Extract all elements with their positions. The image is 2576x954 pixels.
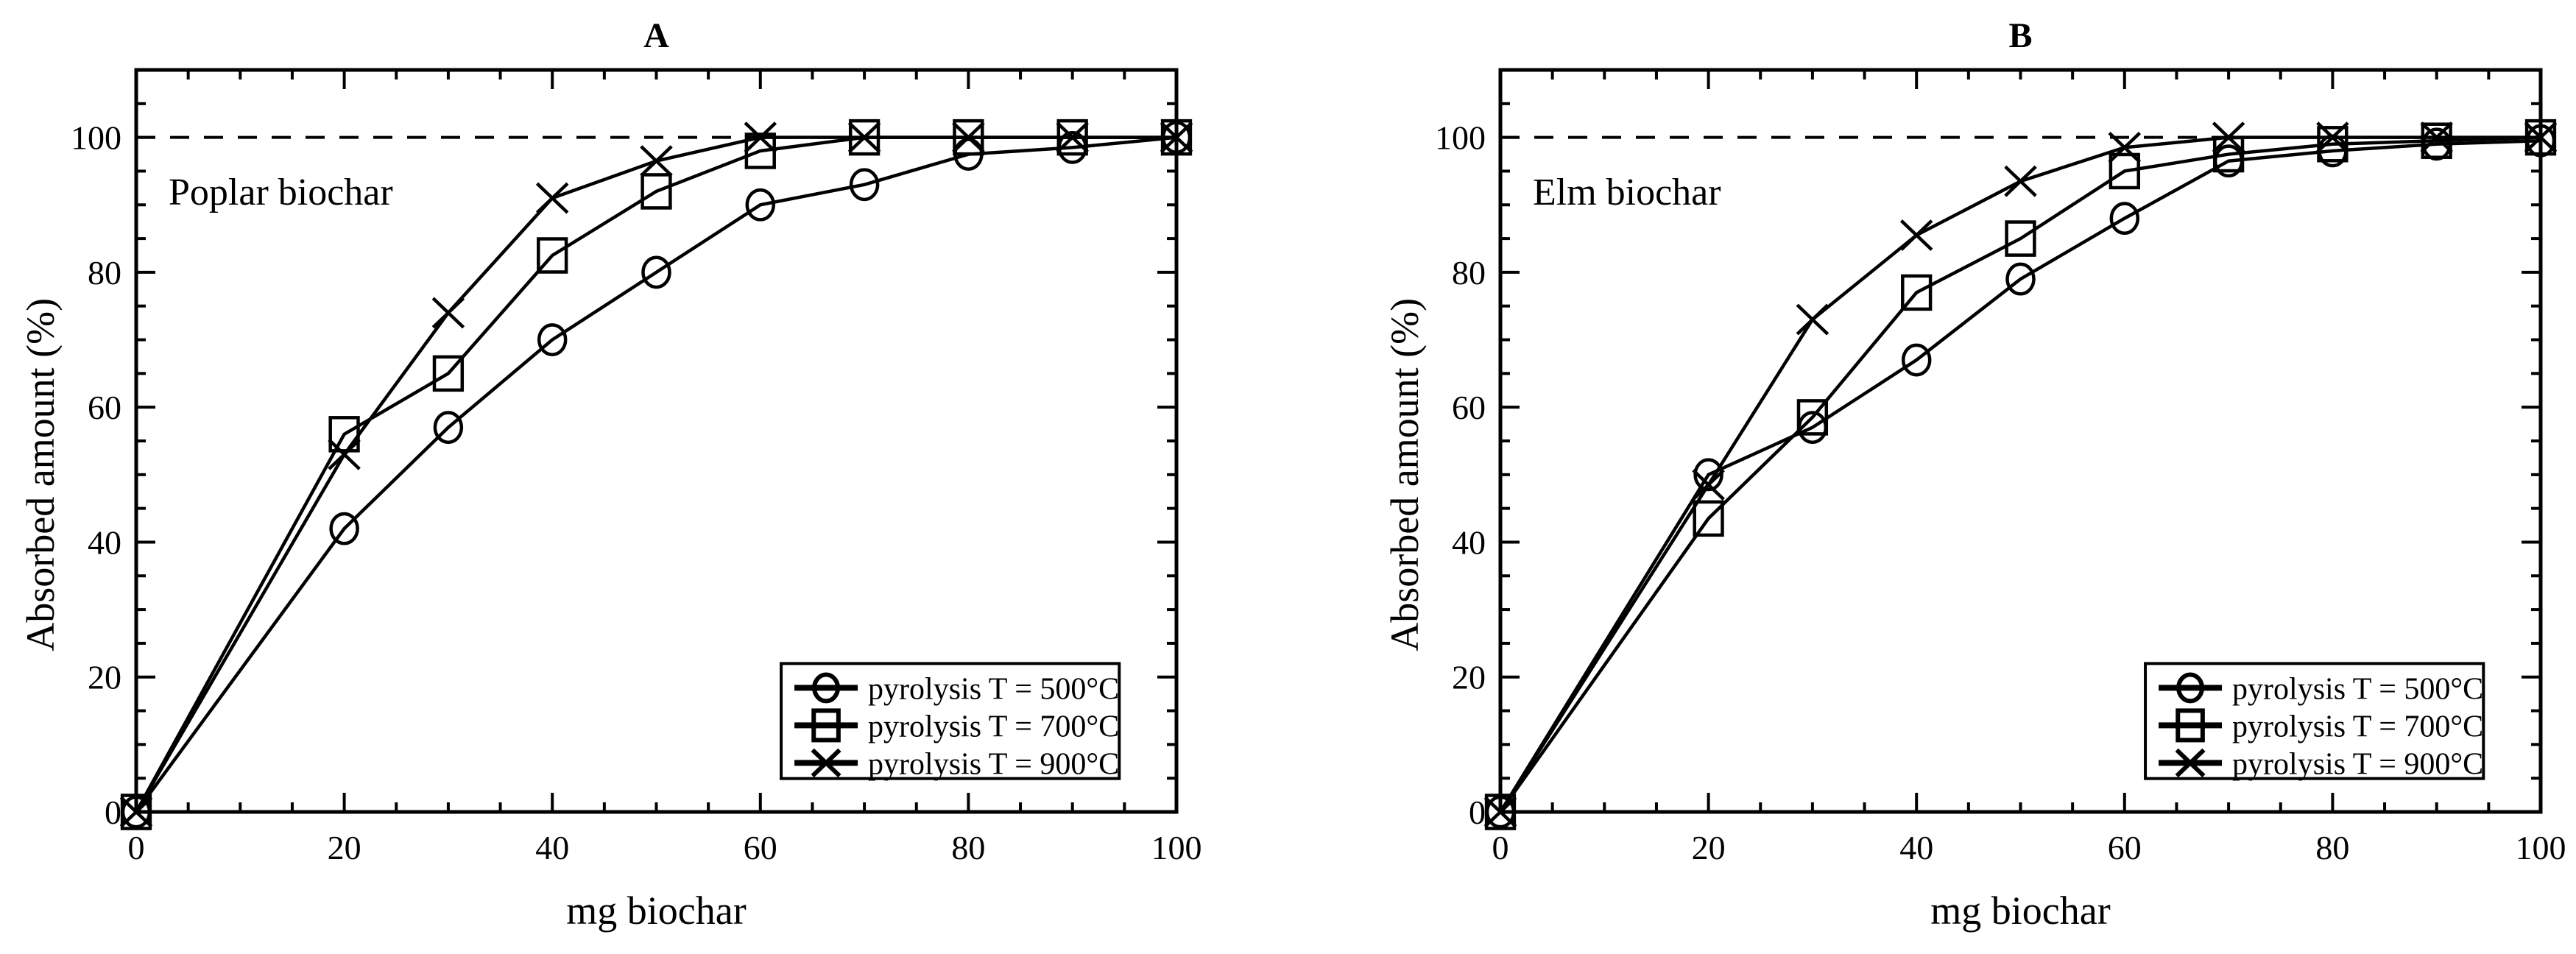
x-tick-label: 0 xyxy=(1492,829,1509,866)
y-tick-label: 0 xyxy=(1469,794,1486,831)
inset-label: Elm biochar xyxy=(1533,171,1721,213)
y-tick-label: 60 xyxy=(88,389,121,427)
legend xyxy=(2145,663,2483,781)
x-tick-label: 40 xyxy=(1899,829,1934,866)
x-tick-label: 60 xyxy=(743,829,777,866)
legend-label: pyrolysis T = 700°C xyxy=(2232,710,2484,744)
x-tick-label: 80 xyxy=(951,829,986,866)
y-tick-label: 80 xyxy=(88,253,121,292)
y-tick-label: 20 xyxy=(88,658,121,696)
y-tick-label: 0 xyxy=(105,794,121,831)
y-tick-label: 40 xyxy=(1452,523,1486,562)
y-tick-label: 80 xyxy=(1452,253,1486,292)
y-tick-label: 40 xyxy=(88,523,121,562)
legend-label: pyrolysis T = 500°C xyxy=(2232,672,2484,707)
y-tick-label: 100 xyxy=(71,119,121,157)
panel-title: B xyxy=(2008,16,2033,55)
y-axis-label: Absorbed amount (%) xyxy=(1383,297,1427,651)
inset-label: Poplar biochar xyxy=(169,171,393,213)
x-axis-label: mg biochar xyxy=(566,888,747,933)
panel-title: A xyxy=(643,16,669,55)
legend-label: pyrolysis T = 900°C xyxy=(868,747,1120,782)
legend-label: pyrolysis T = 500°C xyxy=(868,672,1120,707)
y-tick-label: 100 xyxy=(1435,119,1486,157)
y-axis-label: Absorbed amount (%) xyxy=(18,297,63,651)
panel-a xyxy=(18,16,1202,933)
x-tick-label: 20 xyxy=(1691,829,1726,866)
x-tick-label: 100 xyxy=(1151,829,1202,866)
panel-b xyxy=(1383,16,2566,933)
y-tick-label: 60 xyxy=(1452,389,1486,427)
legend-label: pyrolysis T = 700°C xyxy=(868,710,1120,744)
y-tick-label: 20 xyxy=(1452,658,1486,696)
x-tick-label: 100 xyxy=(2515,829,2566,866)
x-axis-label: mg biochar xyxy=(1930,888,2111,933)
legend xyxy=(781,663,1119,781)
x-tick-label: 0 xyxy=(127,829,145,866)
legend-label: pyrolysis T = 900°C xyxy=(2232,747,2484,782)
x-tick-label: 20 xyxy=(327,829,361,866)
x-tick-label: 40 xyxy=(535,829,570,866)
x-tick-label: 80 xyxy=(2315,829,2350,866)
x-tick-label: 60 xyxy=(2107,829,2142,866)
